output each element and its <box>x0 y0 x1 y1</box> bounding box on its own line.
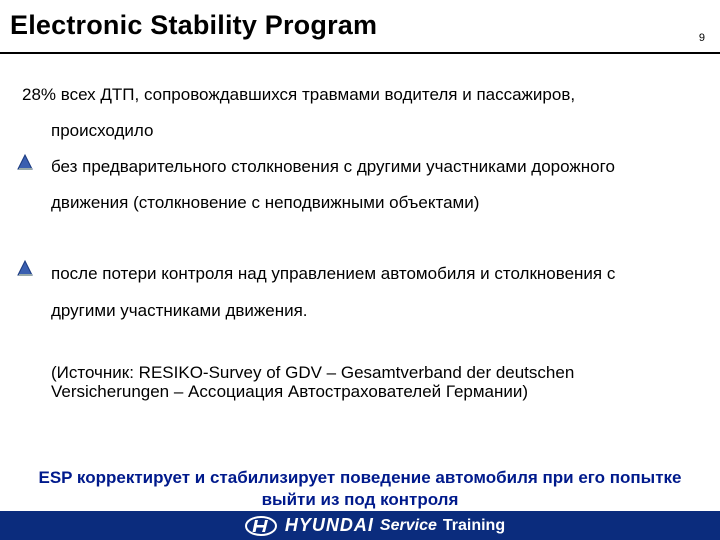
service-label: Service <box>379 516 437 534</box>
source-line-1: (Источник: RESIKO-Survey of GDV – Gesamtverband der deutschen <box>51 363 575 382</box>
slide-title: Electronic Stability Program <box>10 10 378 40</box>
source-line-2: Versicherungen – Ассоциация Автострахователей Германии) <box>51 382 529 401</box>
intro-line-1: 28% всех ДТП, сопровождавшихся травмами водителя и пассажиров, <box>22 85 576 104</box>
footer-bar <box>0 511 720 540</box>
training-label: Training <box>442 516 506 534</box>
triangle-bullet-icon <box>17 259 33 277</box>
title-divider <box>0 52 720 54</box>
bullet-1-line-2: движения (столкновение с неподвижными объектами) <box>51 193 480 212</box>
bullet-2-line-1: после потери контроля над управлением автомобиля и столкновения с <box>51 264 616 283</box>
triangle-bullet-icon <box>17 153 33 171</box>
page-number: 9 <box>698 32 705 44</box>
conclusion-line-2: выйти из под контроля <box>261 490 459 509</box>
bullet-1-line-1: без предварительного столкновения с другими участниками дорожного <box>51 157 615 176</box>
hyundai-logo-icon <box>245 516 277 536</box>
bullet-2-line-2: другими участниками движения. <box>51 301 308 320</box>
intro-line-2: происходило <box>51 121 154 140</box>
conclusion-line-1: ESP корректирует и стабилизирует поведение автомобиля при его попытке <box>38 468 682 487</box>
source-note <box>51 363 574 401</box>
brand-name: HYUNDAI <box>284 515 374 535</box>
footer-branding <box>245 515 505 536</box>
